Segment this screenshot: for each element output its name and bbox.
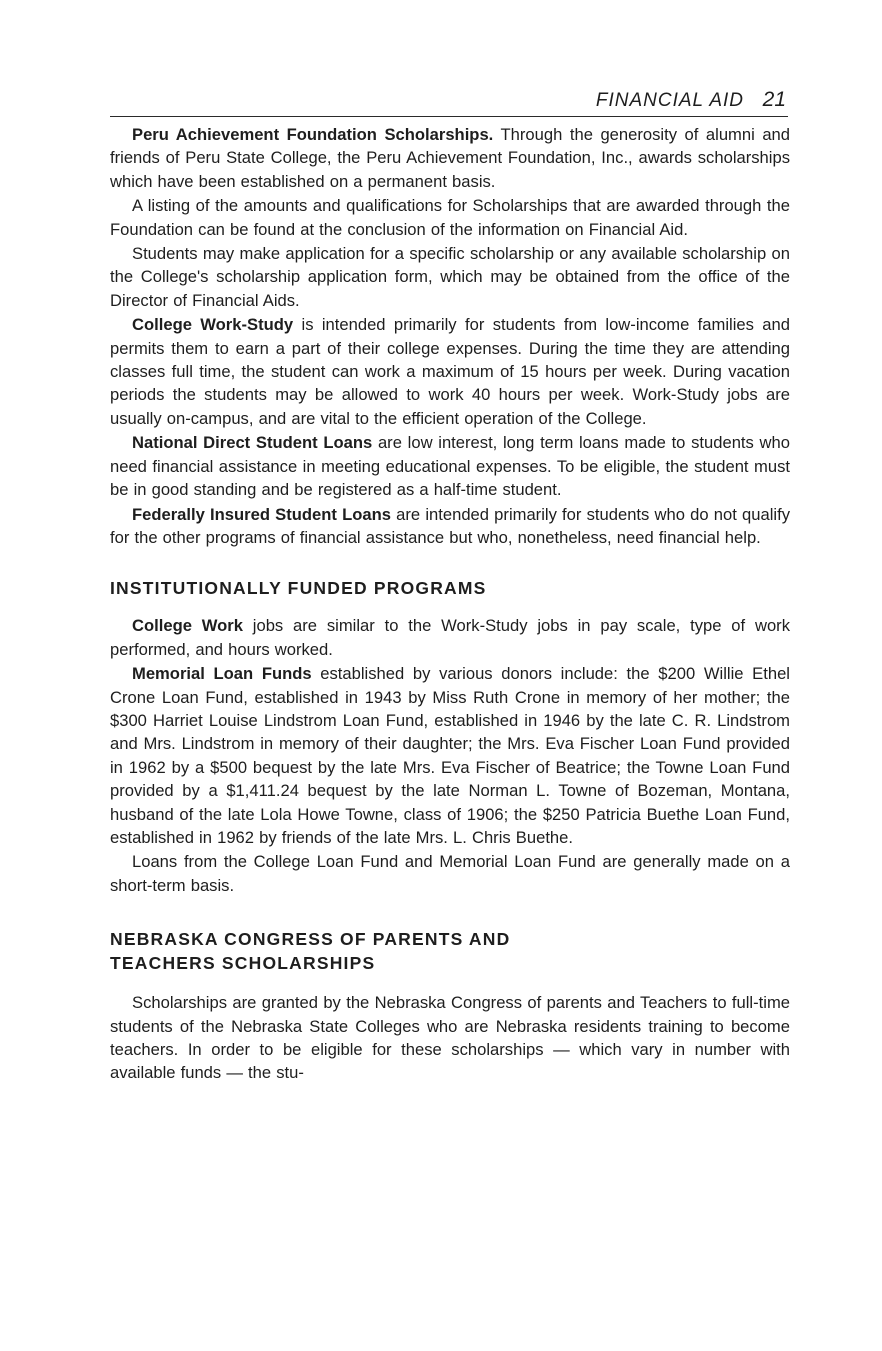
paragraph-text: is intended primarily for students from low-income families and permits them to earn a part of their college expenses. During the time they are attending classes full time, the student can work a maximum of 15 hours per week. During vacation periods the students may be allowed to work 40 hours per week. Work-Study jobs are usually on-campus, and are vital to the efficient operation of the College. [110,315,790,428]
paragraph-text: A listing of the amounts and qualifications for Scholarships that are awarded through the Foundation can be found at the conclusion of the information on Financial Aid. [110,196,790,239]
paragraph-lead: Federally Insured Student Loans [132,504,391,524]
section-title: FINANCIAL AID [595,90,744,111]
paragraph-text: Loans from the College Loan Fund and Memorial Loan Fund are generally made on a short-term basis. [110,852,790,895]
paragraph-lead: College Work-Study [132,315,294,335]
paragraph-lead: College Work [132,616,243,636]
paragraph-college-work [110,614,790,661]
heading-line: NEBRASKA CONGRESS OF PARENTS AND [110,929,511,950]
paragraph-text: Scholarships are granted by the Nebraska Congress of parents and Teachers to full-time students of the Nebraska State Colleges who are Nebraska residents training to become teachers. In order to be eligible for these scholarships — which vary in number with available funds — the stu- [110,993,790,1083]
paragraph-text: are intended primarily for students who do not qualify for the other programs of financial assistance but who, nonetheless, need financial help. [110,504,790,547]
paragraph-lead: Peru Achievement Foundation Scholarships. [132,125,494,144]
paragraph-text: are low interest, long term loans made to students who need financial assistance in meeting educational expenses. To be eligible, the student must be in good standing and be registered as a half-time student. [110,433,790,500]
paragraph-text: established by various donors include: the $200 Willie Ethel Crone Loan Fund, established in 1943 by Miss Ruth Crone in memory of her mother; the $300 Harriet Louise Lindstrom Loan Fund, established in 1946 by the late C. R. Lindstrom and Mrs. Lindstrom in memory of their daughter; the Mrs. Eva Fischer Loan Fund provided in 1962 by a $500 bequest by the late Mrs. Eva Fischer of Beatrice; the Towne Loan Fund provided by a $1,411.24 bequest by the late Norman L. Towne of Bozeman, Montana, husband of the late Lola Howe Towne, class of 1906; the $250 Patricia Buethe Loan Fund, established in 1962 by friends of the late Mrs. L. Chris Buethe. [110,664,790,847]
paragraph-lead: National Direct Student Loans [132,433,373,453]
paragraph-work-study [110,313,790,430]
paragraph-lead: Memorial Loan Funds [132,664,312,684]
paragraph-application [110,242,790,312]
paragraph-text: Through the generosity of alumni and friends of Peru State College, the Peru Achievement Foundation, Inc., awards scholarships which have been established on a permanent basis. [110,125,791,191]
paragraph-peru-achievement [110,123,790,193]
paragraph-ndsl [110,431,790,501]
paragraph-nebraska-scholarships [110,991,790,1085]
section-heading-institutional: INSTITUTIONALLY FUNDED PROGRAMS [110,578,487,599]
paragraph-memorial-loans [110,662,790,849]
section-heading-nebraska [110,927,790,975]
heading-line: TEACHERS SCHOLARSHIPS [110,953,376,974]
body-text [110,123,790,1085]
page-number: 21 [762,88,786,111]
running-header [110,86,788,117]
paragraph-text: jobs are similar to the Work-Study jobs in pay scale, type of work performed, and hours worked. [110,616,790,659]
paragraph-loan-terms [110,850,790,897]
paragraph-text: Students may make application for a specific scholarship or any available scholarship on the College's scholarship application form, which may be obtained from the office of the Director of Financial Aids. [110,244,790,310]
paragraph-listing [110,194,790,241]
paragraph-fisl [110,503,790,550]
